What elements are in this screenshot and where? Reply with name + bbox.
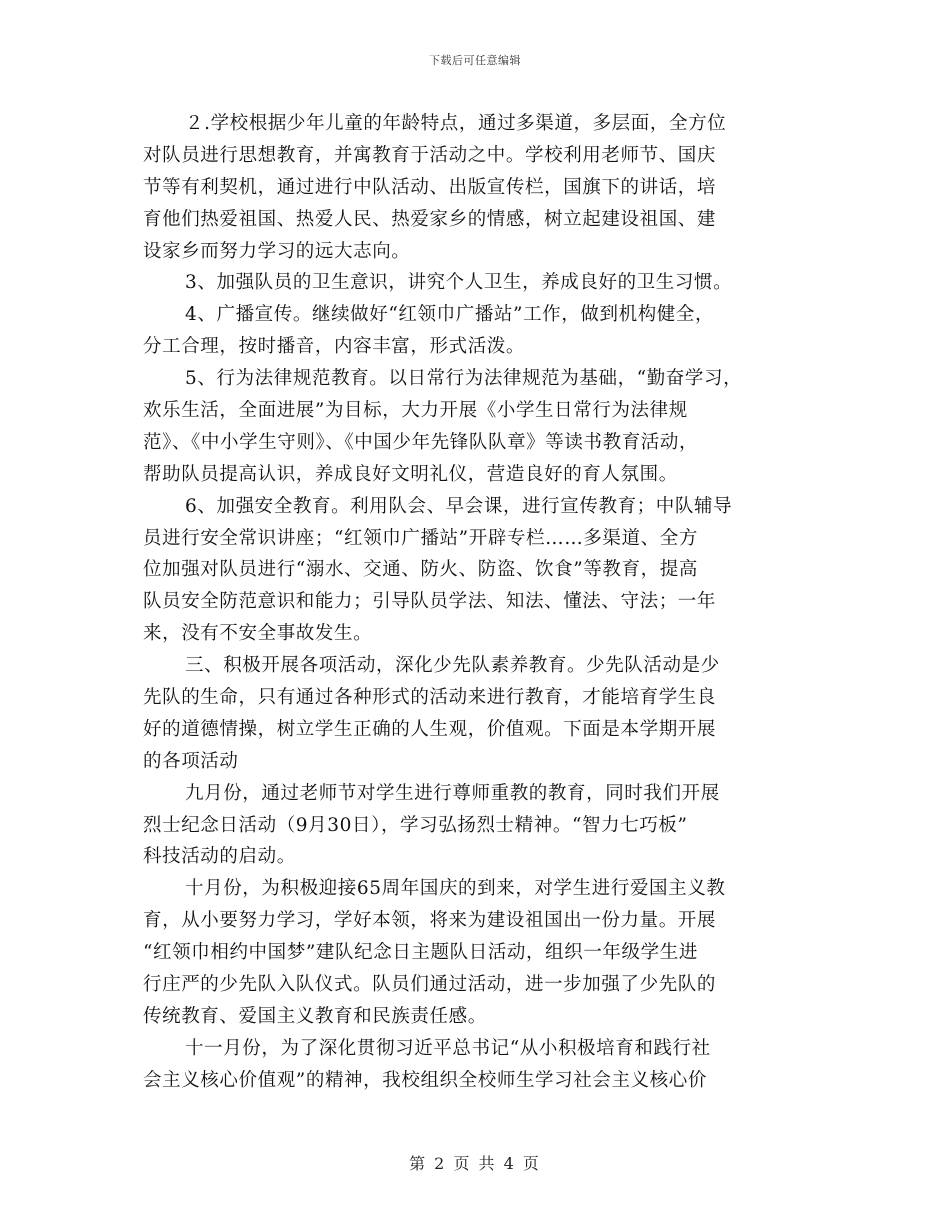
text-line: 欢乐生活，全面进展”为目标，大力开展《小学生日常行为法律规 (143, 400, 688, 422)
text-line: 设家乡而努力学习的远大志向。 (143, 240, 411, 262)
text-line: 员进行安全常识讲座；“红领巾广播站”开辟专栏……多渠道、全方 (143, 527, 698, 549)
text-line: 队员安全防范意识和能力；引导队员学法、知法、懂法、守法；一年 (143, 591, 717, 613)
text-line: 3、加强队员的卫生意识，讲究个人卫生，养成良好的卫生习惯。 (185, 272, 733, 294)
text-line: 节等有利契机，通过进行中队活动、出版宣传栏，国旗下的讲话，培 (143, 176, 717, 198)
text-line: 位加强对队员进行“溺水、交通、防火、防盗、饮食”等教育，提高 (143, 559, 698, 581)
text-line: 5、行为法律规范教育。以日常行为法律规范为基础，“勤奋学习， (185, 368, 743, 390)
text-line: 分工合理，按时播音，内容丰富，形式活泼。 (143, 336, 526, 358)
text-line: 九月份，通过老师节对学生进行尊师重教的教育，同时我们开展 (185, 782, 720, 804)
text-line: 烈士纪念日活动（9月30日），学习弘扬烈士精神。“智力七巧板” (143, 814, 688, 836)
text-line: 会主义核心价值观”的精神，我校组织全校师生学习社会主义核心价 (143, 1069, 707, 1091)
text-line: “红领巾相约中国梦”建队纪念日主题队日活动，组织一年级学生进 (143, 942, 698, 964)
text-line: 来，没有不安全事故发生。 (143, 623, 373, 645)
text-line: 传统教育、爱国主义教育和民族责任感。 (143, 1005, 487, 1027)
text-line: 科技活动的启动。 (143, 846, 296, 868)
text-line: 4、广播宣传。继续做好“红领巾广播站”工作，做到机构健全， (185, 304, 715, 326)
text-line: 行庄严的少先队入队仪式。队员们通过活动，进一步加强了少先队的 (143, 974, 717, 996)
text-line: 育，从小要努力学习，学好本领，将来为建设祖国出一份力量。开展 (143, 910, 717, 932)
text-line: 对队员进行思想教育，并寓教育于活动之中。学校利用老师节、国庆 (143, 144, 717, 166)
text-line: 帮助队员提高认识，养成良好文明礼仪，营造良好的育人氛围。 (143, 463, 678, 485)
text-line: ２.学校根据少年儿童的年龄特点，通过多渠道，多层面，全方位 (185, 113, 727, 134)
text-line: 三、积极开展各项活动，深化少先队素养教育。少先队活动是少 (185, 655, 720, 677)
page-header: 下载后可任意编辑 (429, 54, 521, 67)
text-line: 范》、《中小学生守则》、《中国少年先锋队队章》等读书教育活动， (143, 431, 699, 453)
document-body (143, 108, 811, 1097)
text-line: 好的道德情操，树立学生正确的人生观，价值观。下面是本学期开展 (143, 718, 717, 740)
text-line: 先队的生命，只有通过各种形式的活动来进行教育，才能培育学生良 (143, 687, 717, 709)
text-line: 十一月份，为了深化贯彻习近平总书记“从小积极培育和践行社 (185, 1037, 711, 1059)
text-line: 育他们热爱祖国、热爱人民、热爱家乡的情感，树立起建设祖国、建 (143, 208, 717, 230)
text-line: 的各项活动 (143, 750, 239, 772)
text-line: 十月份，为积极迎接65周年国庆的到来，对学生进行爱国主义教 (185, 878, 726, 900)
text-line: 6、加强安全教育。利用队会、早会课，进行宣传教育；中队辅导 (185, 495, 733, 517)
page-number-footer: 第 2 页 共 4 页 (409, 1154, 541, 1173)
